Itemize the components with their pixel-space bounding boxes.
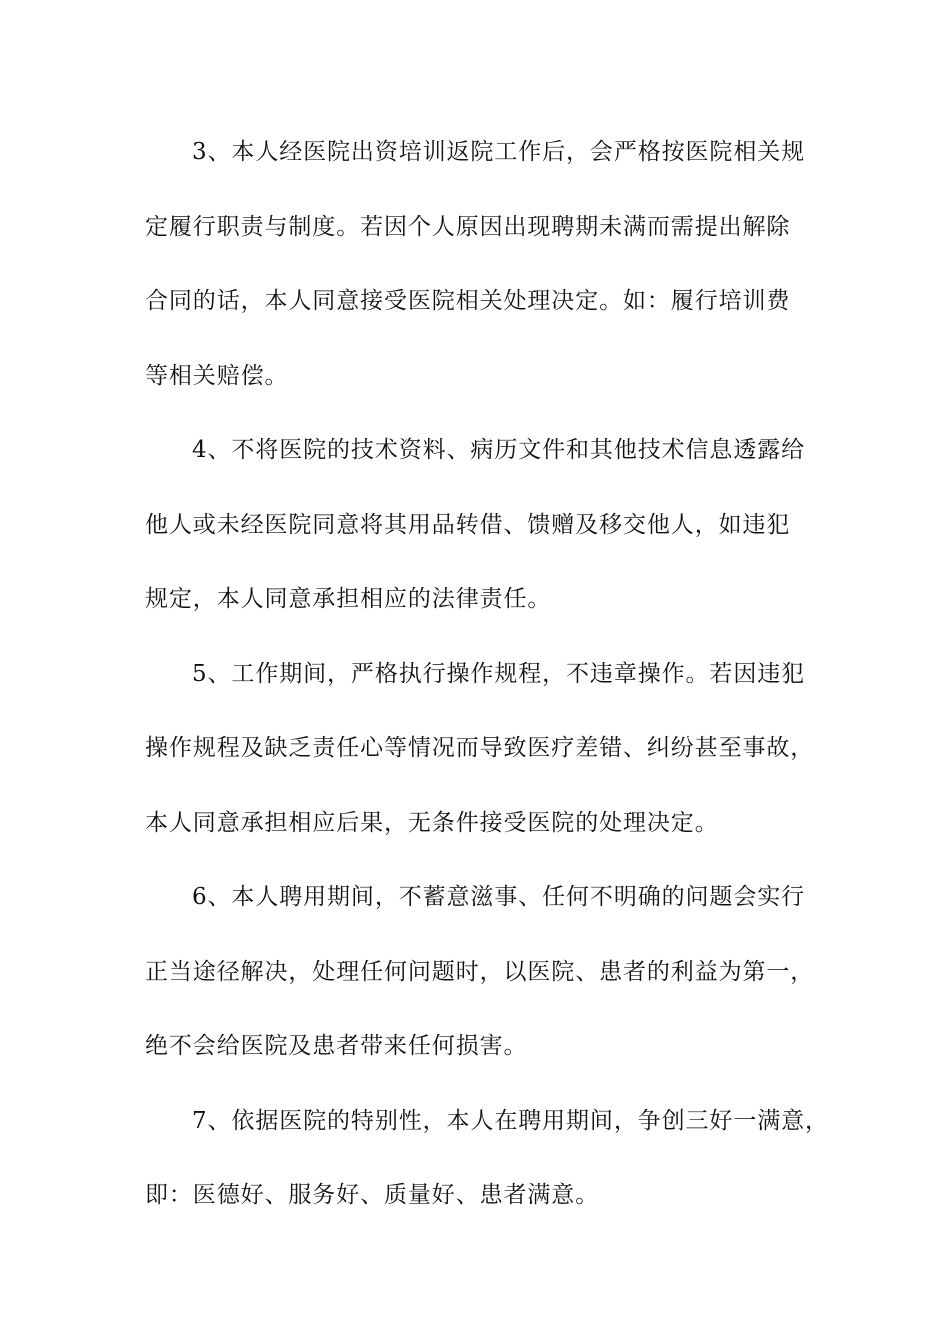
paragraph-3-line-1: 3、本人经医院出资培训返院工作后，会严格按医院相关规 xyxy=(192,139,806,165)
paragraph-4-line-1: 4、不将医院的技术资料、病历文件和其他技术信息透露给 xyxy=(192,437,806,463)
paragraph-6-line-2: 正当途径解决，处理任何问题时，以医院、患者的利益为第一， xyxy=(145,959,815,985)
paragraph-4-line-3: 规定，本人同意承担相应的法律责任。 xyxy=(145,586,552,612)
paragraph-7-line-1: 7、依据医院的特别性，本人在聘用期间，争创三好一满意， xyxy=(192,1108,829,1134)
paragraph-5-line-2: 操作规程及缺乏责任心等情况而导致医疗差错、纠纷甚至事故， xyxy=(145,735,815,761)
paragraph-3-line-4: 等相关赔偿。 xyxy=(145,363,289,389)
paragraph-4-line-2: 他人或未经医院同意将其用品转借、馈赠及移交他人，如违犯 xyxy=(145,512,791,538)
paragraph-6-line-1: 6、本人聘用期间，不蓄意滋事、任何不明确的问题会实行 xyxy=(192,884,806,910)
paragraph-5-line-3: 本人同意承担相应后果，无条件接受医院的处理决定。 xyxy=(145,810,719,836)
paragraph-3-line-3: 合同的话，本人同意接受医院相关处理决定。如：履行培训费 xyxy=(145,288,791,314)
paragraph-7-line-2: 即：医德好、服务好、质量好、患者满意。 xyxy=(145,1182,600,1208)
paragraph-5-line-1: 5、工作期间，严格执行操作规程，不违章操作。若因违犯 xyxy=(192,661,806,687)
paragraph-3-line-2: 定履行职责与制度。若因个人原因出现聘期未满而需提出解除 xyxy=(145,214,791,240)
paragraph-6-line-3: 绝不会给医院及患者带来任何损害。 xyxy=(145,1033,528,1059)
